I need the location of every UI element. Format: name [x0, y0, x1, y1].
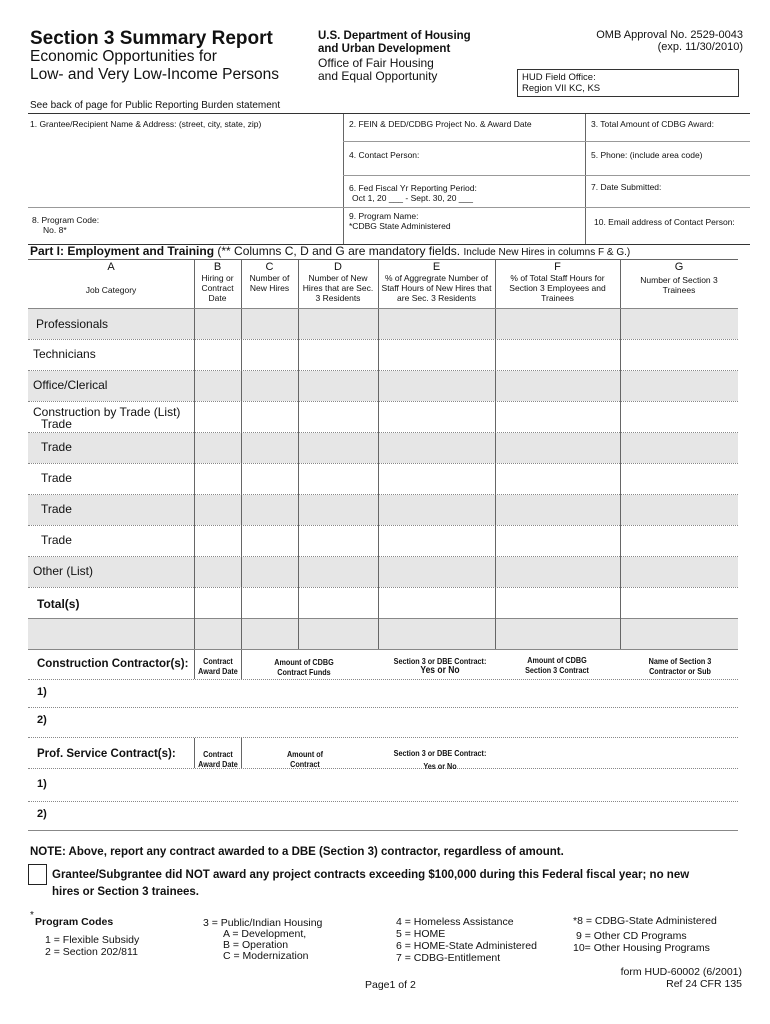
row-other[interactable]: Other (List) [33, 564, 94, 578]
col-d-letter: D [334, 261, 342, 273]
program-name-field[interactable] [349, 211, 451, 231]
fein-field[interactable]: 2. FEIN & DED/CDBG Project No. & Award Date [349, 119, 532, 129]
row-office-clerical[interactable]: Office/Clerical [33, 378, 108, 392]
row-totals: Total(s) [37, 597, 80, 611]
row-office-shade [28, 371, 738, 401]
row-construction-by-trade[interactable]: Construction by Trade (List) [33, 405, 181, 419]
form-date: (6/2001) [702, 966, 742, 978]
program-code-1: 1 = Flexible Subsidy [45, 934, 140, 946]
program-code-3c: C = Modernization [223, 950, 309, 962]
email-field[interactable]: 10. Email address of Contact Person: [594, 217, 735, 227]
program-codes-title: Program Codes [35, 916, 114, 928]
grantee-name-field[interactable]: 1. Grantee/Recipient Name & Address: (street, city, state, zip) [30, 119, 262, 129]
col-c-desc: Number of New Hires [249, 273, 290, 293]
reporting-period-field[interactable] [349, 183, 477, 203]
part1-note: (** Columns C, D and G are mandatory fields. [217, 244, 461, 258]
col-b-desc: Hiring or Contract Date [201, 273, 234, 303]
form-id: form HUD-60002 [620, 966, 700, 978]
col-d-desc: Number of New Hires that are Sec. 3 Residents [302, 273, 374, 303]
row-professionals-shade [28, 309, 738, 339]
program-code-10: 10= Other Housing Programs [573, 942, 710, 954]
program-name-label: 9. Program Name: [349, 211, 419, 221]
ps-dbe-header [389, 748, 491, 771]
phone-field[interactable]: 5. Phone: (include area code) [591, 150, 703, 160]
ps-award-date-header: Contract Award Date [198, 749, 238, 769]
program-code-9: 9 = Other CD Programs [576, 930, 687, 942]
cc-row-2[interactable]: 2) [37, 714, 47, 726]
ps-amount-header: Amount of Contract [286, 749, 324, 769]
part1-note-2: Include New Hires in columns F & G.) [463, 247, 631, 258]
cc-amount-section3-header: Amount of CDBG Section 3 Contract [525, 655, 589, 675]
ps-row-2[interactable]: 2) [37, 808, 47, 820]
row-trade-0[interactable]: Trade [41, 417, 72, 431]
program-code-field[interactable] [32, 215, 99, 235]
col-e-desc: % of Aggregrate Number of Staff Hours of New Hires that are Sec. 3 Residents [381, 273, 492, 303]
row-trade1-shade [28, 433, 738, 463]
part1-heading [30, 244, 630, 258]
col-f-desc: % of Total Staff Hours for Section 3 Employees and Trainees [509, 273, 606, 303]
program-code-label: 8. Program Code: [32, 215, 100, 225]
ps-dbe-label: Section 3 or DBE Contract: [393, 748, 487, 758]
col-g-letter: G [674, 261, 684, 273]
cc-row-1[interactable]: 1) [37, 686, 47, 698]
omb-approval: OMB Approval No. 2529-0043 [596, 29, 743, 41]
program-code-2: 2 = Section 202/811 [45, 946, 138, 958]
contact-person-field[interactable]: 4. Contact Person: [349, 150, 420, 160]
prof-service-contracts-label: Prof. Service Contract(s): [37, 748, 176, 760]
reporting-period-dates: Oct 1, 20 ___ - Sept. 30, 20 ___ [352, 193, 473, 203]
program-code-3a: A = Development, [223, 928, 307, 940]
program-code-5: 5 = HOME [396, 928, 446, 940]
report-title: Section 3 Summary Report [30, 28, 273, 49]
form-number [621, 966, 742, 978]
program-code-7: 7 = CDBG-Entitlement [396, 952, 501, 964]
program-codes-star: * [30, 910, 34, 921]
ps-row-1[interactable]: 1) [37, 778, 47, 790]
row-other-shade [28, 557, 738, 587]
row-blank-shade [28, 619, 738, 649]
omb-expiration: (exp. 11/30/2010) [657, 41, 743, 53]
department-line-1: U.S. Department of Housing [318, 30, 471, 42]
cfr-reference: Ref 24 CFR 135 [666, 978, 742, 990]
row-technicians[interactable]: Technicians [33, 347, 96, 361]
office-line-2: and Equal Opportunity [318, 69, 438, 83]
program-name-value: *CDBG State Administered [349, 221, 451, 231]
hud-field-office-box[interactable] [517, 69, 739, 97]
hud-field-office-value: Region VII KC, KS [522, 83, 601, 94]
row-trade-3[interactable]: Trade [41, 502, 72, 516]
department-line-2: and Urban Development [318, 43, 451, 55]
office-line-1: Office of Fair Housing [318, 56, 434, 70]
cc-yes-no: Yes or No [420, 665, 460, 676]
construction-contractors-label: Construction Contractor(s): [37, 658, 189, 670]
no-contracts-checkbox[interactable] [28, 864, 47, 885]
program-code-4: 4 = Homeless Assistance [396, 916, 514, 928]
row-trade-2[interactable]: Trade [41, 471, 72, 485]
program-code-8: *8 = CDBG-State Administered [573, 915, 717, 927]
report-subtitle-2: Low- and Very Low-Income Persons [30, 66, 279, 83]
row-trade3-shade [28, 495, 738, 525]
cc-amount-header: Amount of CDBG Contract Funds [274, 657, 334, 677]
col-e-letter: E [432, 261, 441, 273]
no-contracts-statement-2: hires or Section 3 trainees. [52, 886, 200, 898]
col-c-letter: C [265, 261, 274, 273]
cc-name-section3-header: Name of Section 3 Contractor or Sub [648, 656, 712, 676]
program-code-3b: B = Operation [223, 939, 289, 951]
cc-dbe-header [389, 656, 491, 676]
report-subtitle-1: Economic Opportunities for [30, 48, 217, 65]
col-g-desc: Number of Section 3 Trainees [640, 275, 718, 295]
cc-award-date-header: Contract Award Date [198, 656, 238, 676]
program-code-6: 6 = HOME-State Administered [396, 940, 537, 952]
cc-dbe-label: Section 3 or DBE Contract: [393, 656, 487, 666]
program-code-value: No. 8* [43, 225, 67, 235]
col-a-desc: Job Category [85, 285, 137, 295]
dbe-note: NOTE: Above, report any contract awarded to a DBE (Section 3) contractor, regardless of amount. [30, 846, 564, 858]
row-professionals[interactable]: Professionals [36, 317, 109, 331]
page-number: Page1 of 2 [365, 979, 416, 991]
part1-title: Part I: Employment and Training [30, 244, 215, 258]
no-contracts-statement-1: Grantee/Subgrantee did NOT award any project contracts exceeding $100,000 during this Federal fiscal year; no new [52, 869, 690, 881]
cdbg-award-field[interactable]: 3. Total Amount of CDBG Award: [591, 119, 715, 129]
col-b-letter: B [213, 261, 222, 273]
row-trade-4[interactable]: Trade [41, 533, 72, 547]
col-f-letter: F [554, 261, 561, 273]
grantee-info-table [28, 113, 750, 245]
ps-yes-no: Yes or No [423, 761, 457, 771]
reporting-period-label: 6. Fed Fiscal Yr Reporting Period: [349, 183, 477, 193]
hud-field-office-label: HUD Field Office: [522, 72, 596, 83]
date-submitted-field[interactable]: 7. Date Submitted: [591, 182, 662, 192]
burden-statement: See back of page for Public Reporting Burden statement [30, 100, 281, 111]
program-code-3: 3 = Public/Indian Housing [203, 917, 323, 929]
row-trade-1[interactable]: Trade [41, 440, 72, 454]
col-a-letter: A [107, 261, 115, 273]
